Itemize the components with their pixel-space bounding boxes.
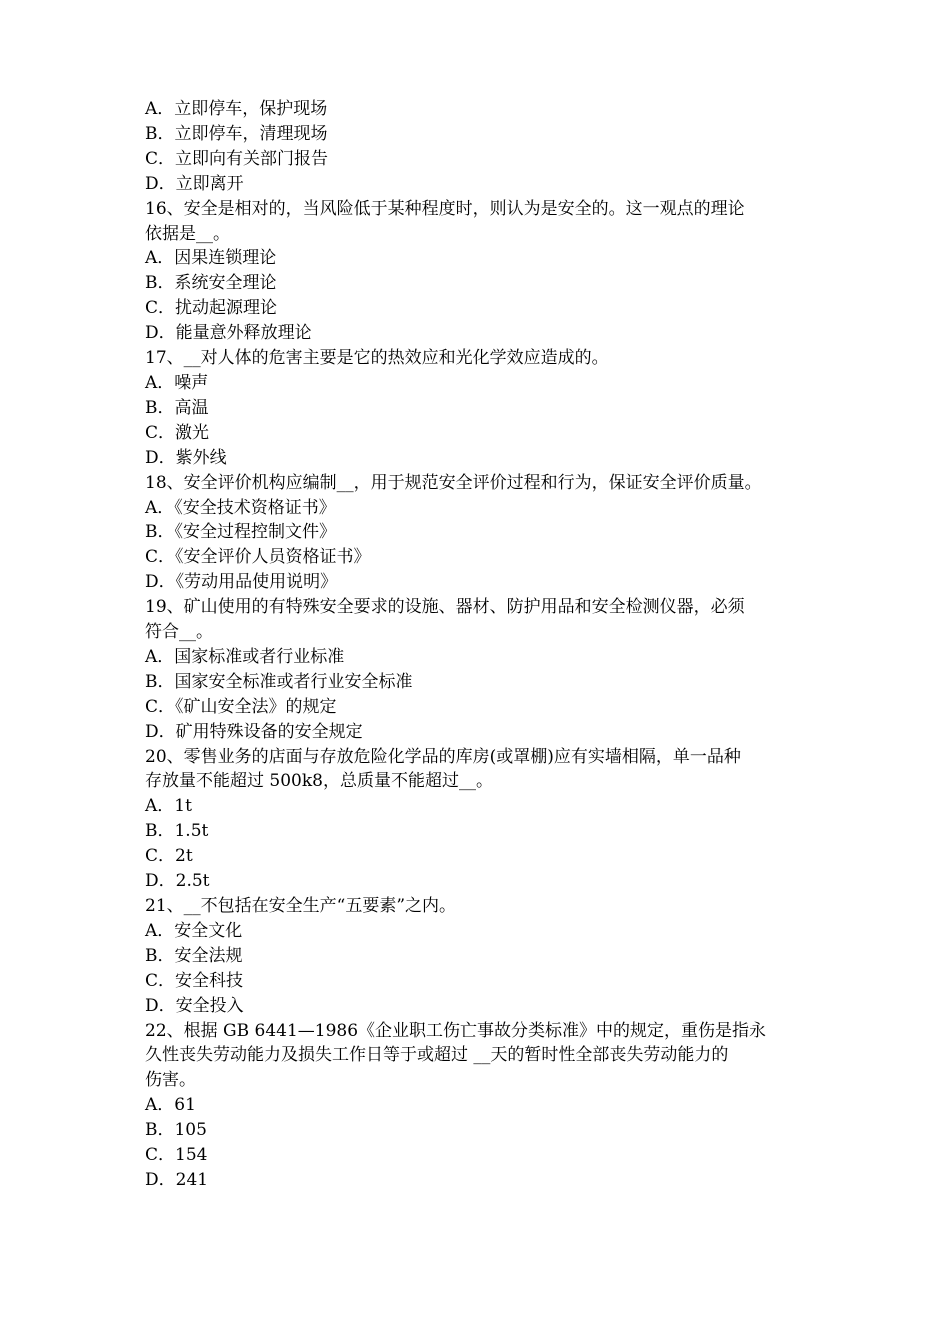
question-line: 18、安全评价机构应编制__，用于规范安全评价过程和行为，保证安全评价质量。: [145, 472, 762, 493]
question-line: 符合__。: [145, 622, 213, 643]
option-line: A．立即停车，保护现场: [145, 99, 328, 119]
option-line: A．61: [145, 1095, 196, 1116]
option-line: C．激光: [145, 422, 210, 443]
question-line: 久性丧失劳动能力及损失工作日等于或超过 __天的暂时性全部丧失劳动能力的: [145, 1045, 729, 1066]
option-line: C．《矿山安全法》的规定: [145, 696, 337, 717]
question-line: 依据是__。: [145, 223, 230, 244]
question-line: 存放量不能超过 500k8，总质量不能超过__。: [145, 771, 493, 792]
option-line: C．2t: [145, 846, 193, 867]
option-line: B．高温: [145, 397, 209, 418]
option-line: C．《安全评价人员资格证书》: [145, 547, 371, 568]
option-line: C．154: [145, 1145, 208, 1166]
question-line: 17、__对人体的危害主要是它的热效应和光化学效应造成的。: [145, 348, 609, 369]
document-page: [145, 97, 817, 1193]
option-line: A．1t: [145, 796, 192, 817]
option-line: A．噪声: [145, 372, 209, 393]
option-line: A．因果连锁理论: [145, 248, 277, 269]
option-line: D．矿用特殊设备的安全规定: [145, 721, 363, 742]
option-line: D．紫外线: [145, 447, 227, 468]
option-line: D．安全投入: [145, 995, 244, 1016]
option-line: B．立即停车，清理现场: [145, 123, 328, 144]
option-line: B．系统安全理论: [145, 273, 277, 294]
option-line: A．《安全技术资格证书》: [145, 497, 336, 518]
option-line: D．能量意外释放理论: [145, 323, 312, 344]
question-line: 20、零售业务的店面与存放危险化学品的库房(或罩棚)应有实墙相隔，单一品种: [145, 746, 741, 767]
option-line: C．扰动起源理论: [145, 298, 278, 319]
question-line: 21、__不包括在安全生产“五要素”之内。: [145, 896, 457, 916]
question-line: 22、根据 GB 6441—1986《企业职工伤亡事故分类标准》中的规定，重伤是指永: [145, 1020, 767, 1041]
option-line: D．《劳动用品使用说明》: [145, 572, 338, 593]
question-line: 16、安全是相对的，当风险低于某种程度时，则认为是安全的。这一观点的理论: [145, 198, 745, 219]
option-line: D．2.5t: [145, 871, 210, 892]
option-line: D．立即离开: [145, 173, 244, 194]
option-line: A．安全文化: [145, 920, 243, 941]
question-line: 伤害。: [145, 1070, 196, 1091]
option-line: D．241: [145, 1169, 209, 1190]
option-line: B．1.5t: [145, 821, 209, 842]
option-line: C．安全科技: [145, 970, 244, 991]
question-line: 19、矿山使用的有特殊安全要求的设施、器材、防护用品和安全检测仪器，必须: [145, 597, 745, 618]
option-line: A．国家标准或者行业标准: [145, 646, 345, 667]
option-line: B．《安全过程控制文件》: [145, 522, 336, 543]
option-line: B．国家安全标准或者行业安全标准: [145, 671, 413, 692]
option-line: B．安全法规: [145, 945, 243, 966]
option-line: C．立即向有关部门报告: [145, 148, 329, 169]
option-line: B．105: [145, 1120, 207, 1141]
